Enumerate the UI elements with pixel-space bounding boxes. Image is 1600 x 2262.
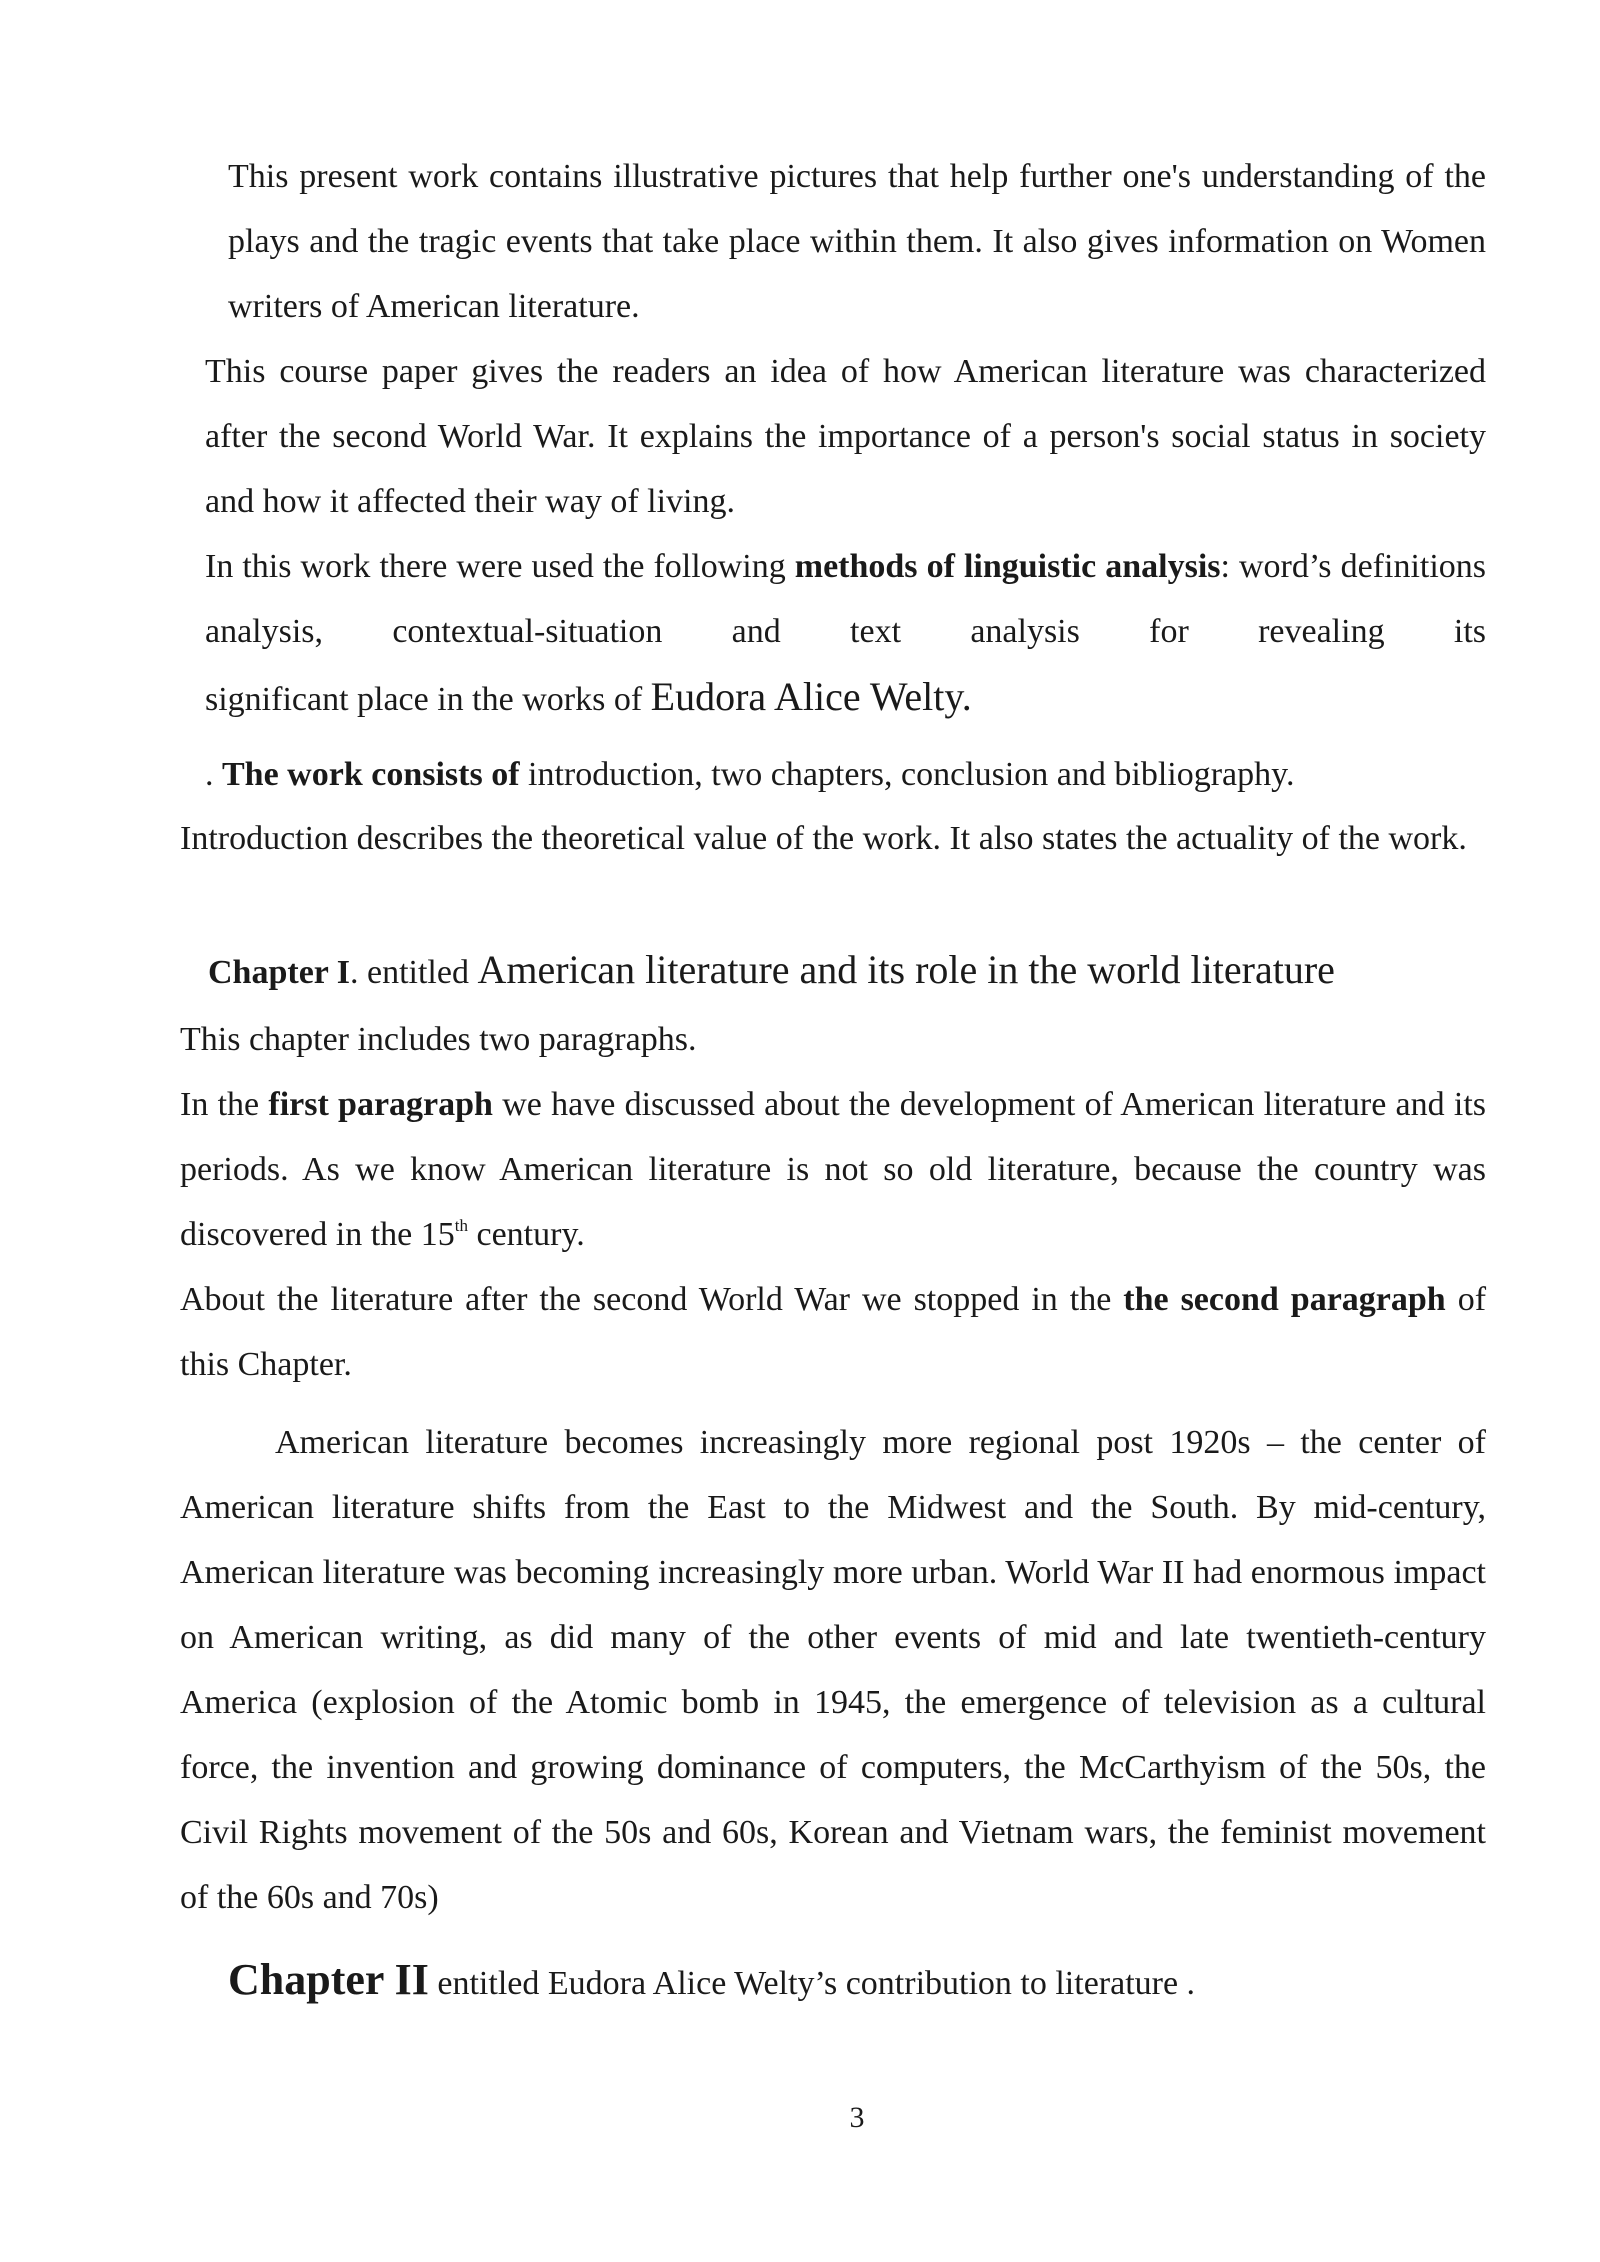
chapter-2-label: Chapter II: [228, 1955, 429, 2004]
work-structure-prefix: .: [205, 756, 222, 793]
methods-intro-text: In this work there were used the following: [205, 548, 786, 585]
second-paragraph-intro: About the literature after the second World War we stopped in the: [180, 1281, 1112, 1318]
methods-end-text: significant place in the works of: [205, 681, 643, 718]
methods-bold-text: methods of linguistic analysis: [794, 548, 1221, 585]
paragraph-regional-literature: American literature becomes increasingly more regional post 1920s – the center of American literature shifts from the East to the Midwest and the South. By mid-century, American literature was becoming increasingly more urban. World War II had enormous impact on American writing, as did many of the other events of mid and late twentieth-century America (explosion of the Atomic bomb in 1945, the emergence of television as a cultural force, the invention and growing dominance of computers, the McCarthyism of the 50s, the Civil Rights movement of the 50s and 60s, Korean and Vietnam wars, the feminist movement of the 60s and 70s): [180, 1424, 1486, 1916]
paragraph-introduction: Introduction describes the theoretical value of the work. It also states the actuality of the work.: [180, 820, 1467, 857]
author-name: Eudora Alice Welty.: [650, 674, 972, 719]
ordinal-suffix: th: [454, 1216, 468, 1235]
paragraph-work-structure: [205, 742, 1486, 807]
methods-list-text: : word’s definitions analysis, contextual-situation and text analysis for revealing its: [205, 548, 1487, 650]
methods-first-lines: [205, 534, 1486, 664]
page-number: 3: [849, 2101, 865, 2134]
paragraph-illustrative-pictures: This present work contains illustrative pictures that help further one's understanding of the plays and the tragic events that take place within them. It also gives information on Women writers of American literature.: [228, 158, 1486, 325]
first-paragraph-bold: first paragraph: [268, 1086, 493, 1123]
chapter-1-heading: [208, 935, 1486, 1008]
first-paragraph-body: we have discussed about the development of American literature and its periods. As we know American literature is not so old literature, because the country was discovered in the 15: [180, 1086, 1487, 1253]
second-paragraph-end: of this Chapter.: [180, 1281, 1487, 1383]
paragraph-chapter-includes: This chapter includes two paragraphs.: [180, 1021, 697, 1058]
chapter-2-title: entitled Eudora Alice Welty’s contribution to literature .: [428, 1965, 1196, 2002]
first-paragraph-intro: In the: [180, 1086, 260, 1123]
chapter-1-label: Chapter I: [208, 954, 350, 991]
paragraph-first-paragraph: [180, 1072, 1486, 1267]
second-paragraph-bold: the second paragraph: [1123, 1281, 1446, 1318]
paragraph-methods: [205, 534, 1486, 732]
paragraph-second-paragraph: [180, 1267, 1486, 1397]
work-structure-bold: The work consists of: [222, 756, 520, 793]
chapter-2-heading: [228, 1945, 1486, 2019]
paragraph-course-paper: This course paper gives the readers an idea of how American literature was characterized after the second World War. It explains the importance of a person's social status in society and how it affected their way of living.: [205, 353, 1486, 520]
chapter-1-title: American literature and its role in the world literature: [477, 947, 1335, 992]
first-paragraph-end: century.: [468, 1216, 585, 1253]
work-structure-rest: introduction, two chapters, conclusion and bibliography.: [519, 756, 1295, 793]
chapter-1-entitled: . entitled: [350, 954, 478, 991]
